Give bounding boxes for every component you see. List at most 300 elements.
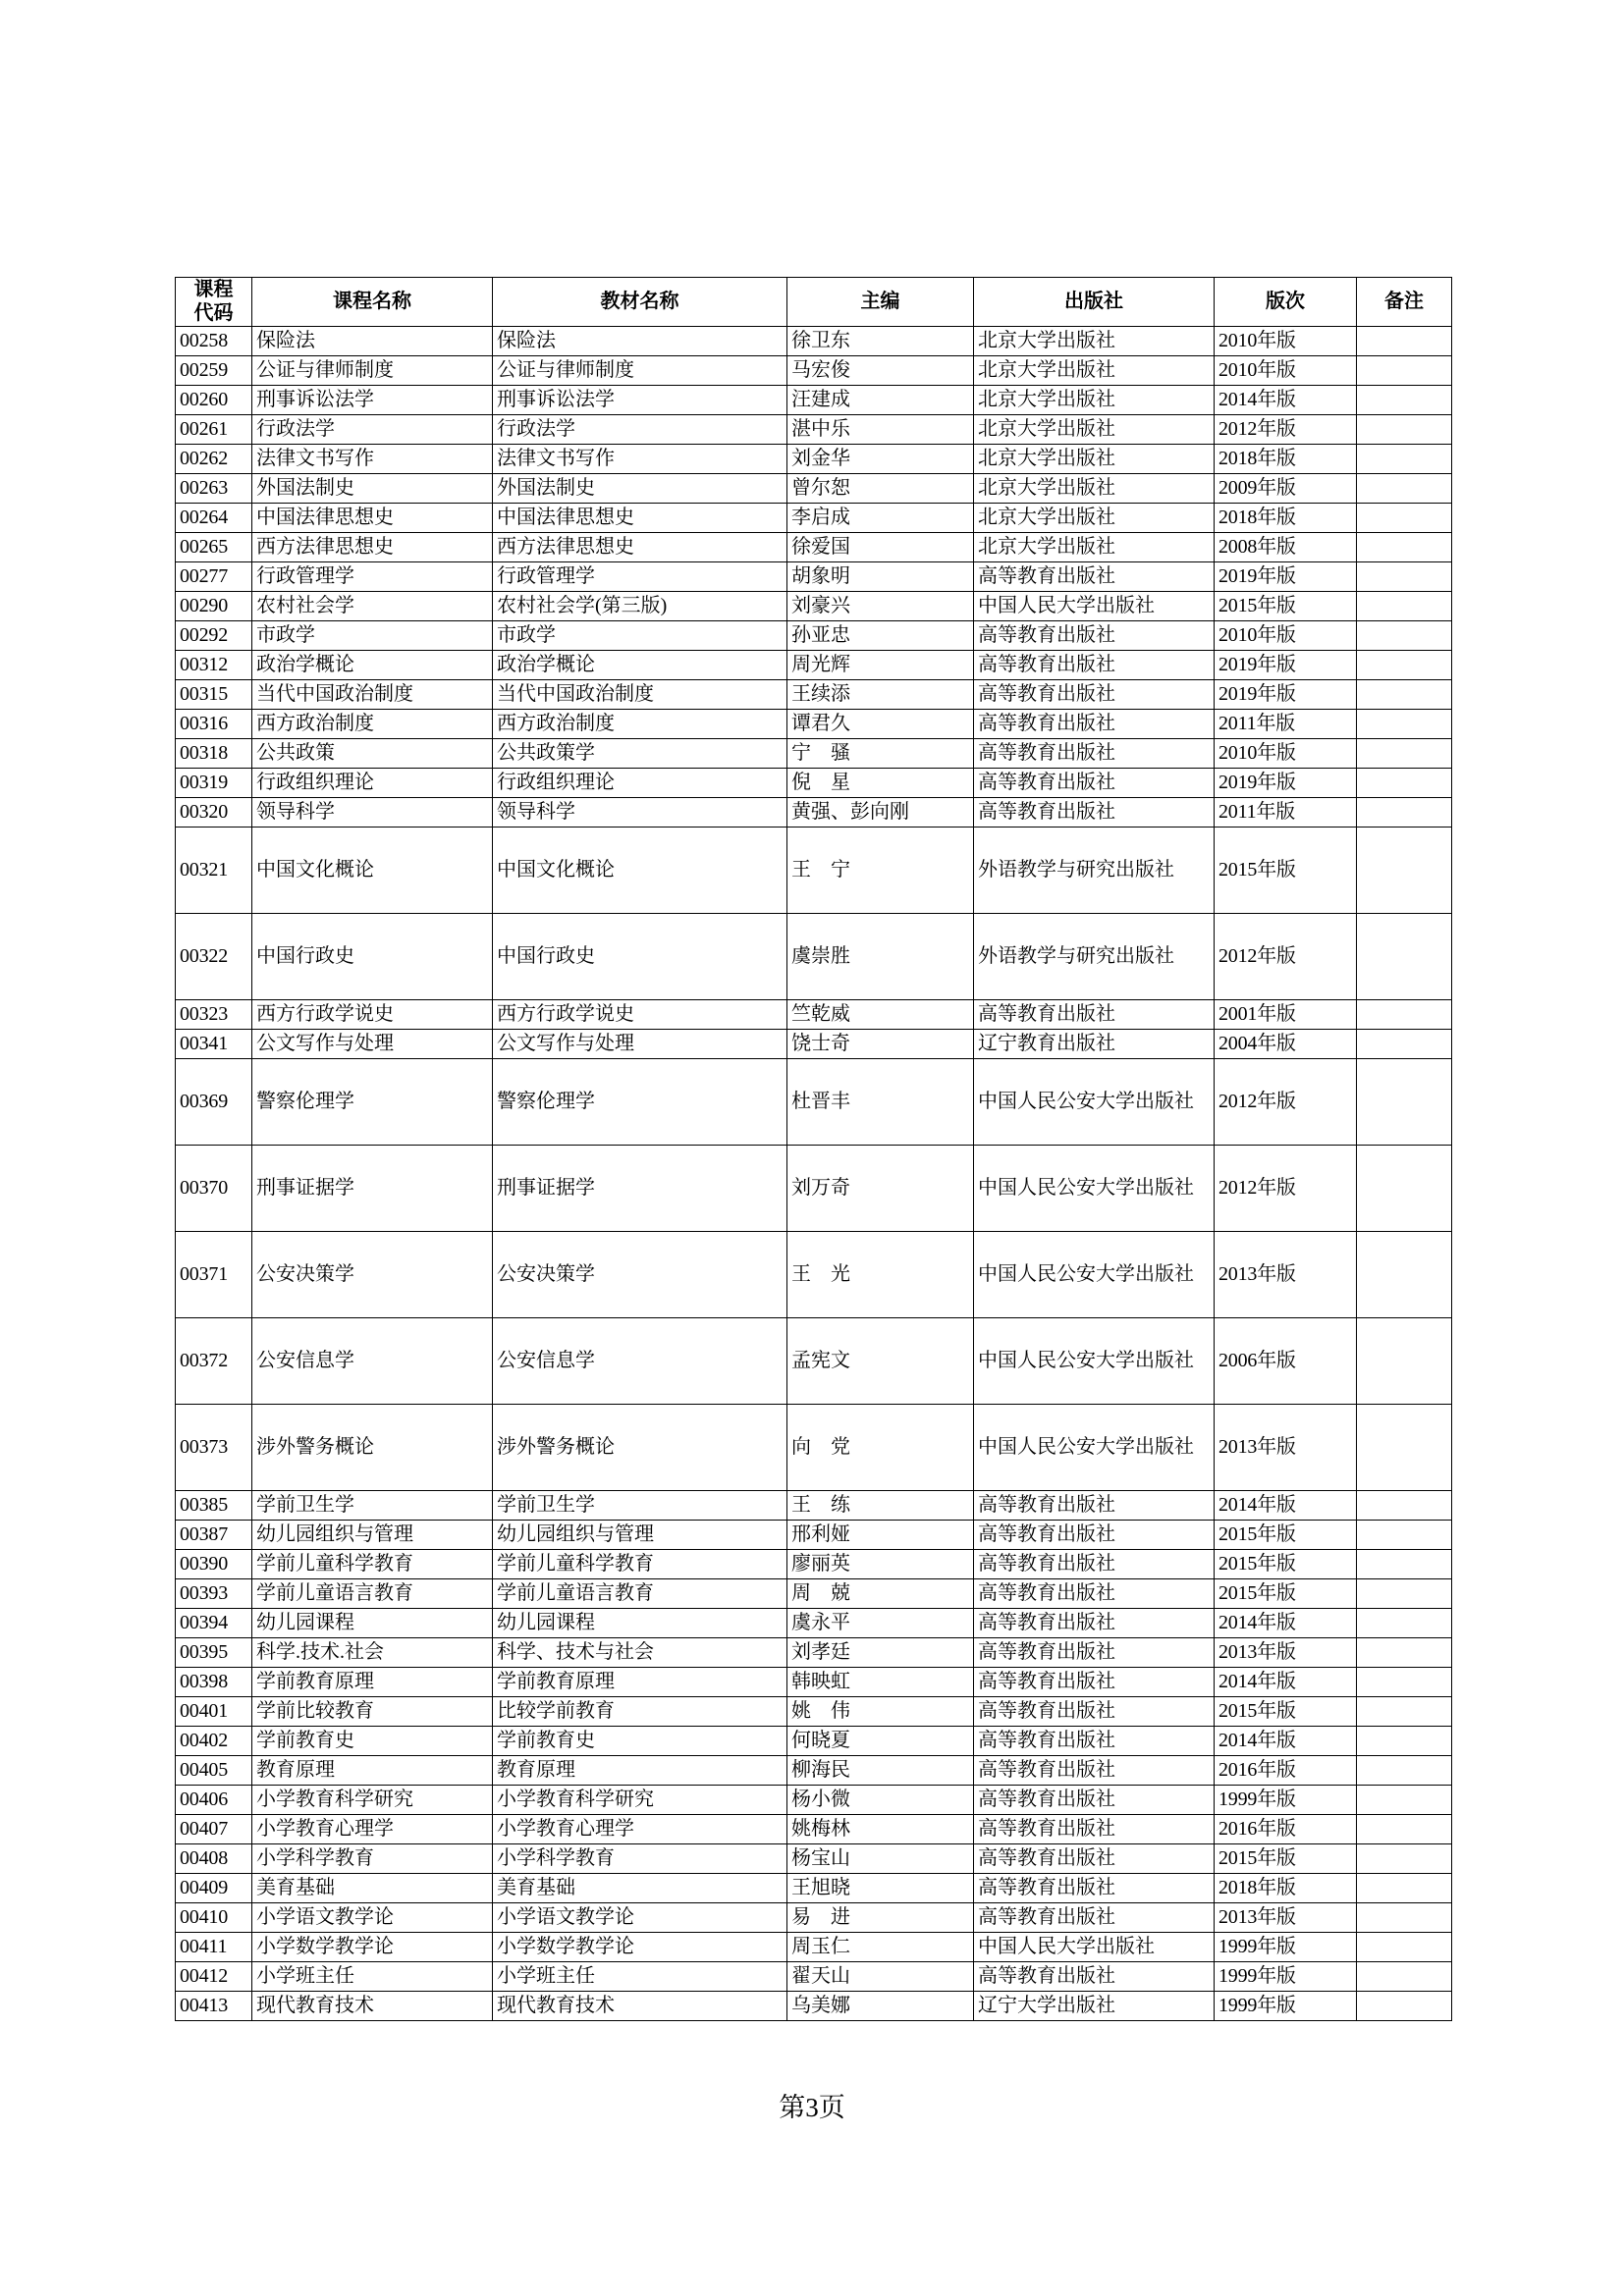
cell-material-name: 领导科学 [493,797,787,827]
cell-remark [1357,999,1452,1029]
cell-editor: 刘孝廷 [787,1637,974,1667]
cell-remark [1357,620,1452,650]
table-row [176,1785,1452,1814]
cell-editor: 马宏俊 [787,355,974,385]
cell-edition: 2013年版 [1215,1902,1357,1932]
cell-course-code: 00322 [176,913,252,999]
cell-remark [1357,709,1452,738]
table-header-row [176,278,1452,327]
table-row [176,768,1452,797]
cell-remark [1357,738,1452,768]
cell-course-name: 涉外警务概论 [252,1404,493,1490]
cell-publisher: 高等教育出版社 [974,1843,1215,1873]
column-header-edition: 版次 [1215,278,1357,327]
cell-course-name: 市政学 [252,620,493,650]
cell-material-name: 小学科学教育 [493,1843,787,1873]
table-row [176,1231,1452,1317]
cell-publisher: 高等教育出版社 [974,1785,1215,1814]
cell-material-name: 西方行政学说史 [493,999,787,1029]
cell-material-name: 教育原理 [493,1755,787,1785]
table-row [176,1932,1452,1961]
table-row [176,1991,1452,2020]
cell-remark [1357,503,1452,532]
table-row [176,1029,1452,1058]
cell-course-name: 幼儿园课程 [252,1608,493,1637]
cell-edition: 2013年版 [1215,1231,1357,1317]
cell-course-code: 00277 [176,561,252,591]
cell-edition: 2015年版 [1215,1578,1357,1608]
cell-course-code: 00318 [176,738,252,768]
cell-editor: 饶士奇 [787,1029,974,1058]
cell-material-name: 美育基础 [493,1873,787,1902]
cell-publisher: 高等教育出版社 [974,1490,1215,1520]
cell-course-code: 00369 [176,1058,252,1145]
cell-material-name: 行政组织理论 [493,768,787,797]
table-row [176,1578,1452,1608]
cell-course-name: 教育原理 [252,1755,493,1785]
cell-publisher: 高等教育出版社 [974,1755,1215,1785]
cell-material-name: 学前卫生学 [493,1490,787,1520]
cell-remark [1357,1726,1452,1755]
table-row [176,1317,1452,1404]
cell-material-name: 公证与律师制度 [493,355,787,385]
table-row [176,473,1452,503]
cell-edition: 2015年版 [1215,591,1357,620]
cell-remark [1357,1873,1452,1902]
cell-material-name: 政治学概论 [493,650,787,679]
cell-course-code: 00406 [176,1785,252,1814]
cell-remark [1357,444,1452,473]
cell-edition: 2019年版 [1215,561,1357,591]
cell-course-name: 学前教育史 [252,1726,493,1755]
cell-course-name: 学前比较教育 [252,1696,493,1726]
cell-material-name: 小学教育科学研究 [493,1785,787,1814]
cell-course-code: 00258 [176,326,252,355]
cell-remark [1357,913,1452,999]
cell-publisher: 高等教育出版社 [974,1667,1215,1696]
cell-publisher: 北京大学出版社 [974,473,1215,503]
cell-edition: 2001年版 [1215,999,1357,1029]
cell-course-name: 西方政治制度 [252,709,493,738]
cell-publisher: 北京大学出版社 [974,532,1215,561]
cell-course-name: 小学教育科学研究 [252,1785,493,1814]
cell-remark [1357,1549,1452,1578]
cell-material-name: 刑事诉讼法学 [493,385,787,414]
cell-remark [1357,1667,1452,1696]
cell-material-name: 小学班主任 [493,1961,787,1991]
cell-editor: 刘万奇 [787,1145,974,1231]
cell-course-code: 00405 [176,1755,252,1785]
cell-material-name: 小学教育心理学 [493,1814,787,1843]
cell-publisher: 北京大学出版社 [974,444,1215,473]
cell-course-name: 幼儿园组织与管理 [252,1520,493,1549]
cell-editor: 孙亚忠 [787,620,974,650]
cell-edition: 2010年版 [1215,738,1357,768]
table-row [176,709,1452,738]
cell-course-name: 公证与律师制度 [252,355,493,385]
cell-editor: 周光辉 [787,650,974,679]
cell-material-name: 行政法学 [493,414,787,444]
cell-publisher: 高等教育出版社 [974,999,1215,1029]
cell-publisher: 高等教育出版社 [974,1696,1215,1726]
cell-editor: 王 宁 [787,827,974,913]
column-header-remark: 备注 [1357,278,1452,327]
cell-course-name: 公安决策学 [252,1231,493,1317]
cell-material-name: 保险法 [493,326,787,355]
cell-publisher: 高等教育出版社 [974,1961,1215,1991]
table-row [176,503,1452,532]
cell-course-code: 00312 [176,650,252,679]
cell-remark [1357,768,1452,797]
table-row [176,650,1452,679]
cell-editor: 王续添 [787,679,974,709]
column-header-course-code [176,278,252,327]
table-row [176,1608,1452,1637]
cell-publisher: 中国人民公安大学出版社 [974,1231,1215,1317]
cell-editor: 乌美娜 [787,1991,974,2020]
cell-publisher: 高等教育出版社 [974,1873,1215,1902]
cell-editor: 刘金华 [787,444,974,473]
cell-course-code: 00387 [176,1520,252,1549]
cell-publisher: 高等教育出版社 [974,1520,1215,1549]
cell-course-name: 小学数学教学论 [252,1932,493,1961]
cell-publisher: 高等教育出版社 [974,1902,1215,1932]
cell-material-name: 科学、技术与社会 [493,1637,787,1667]
cell-editor: 姚梅林 [787,1814,974,1843]
cell-editor: 刘豪兴 [787,591,974,620]
cell-course-code: 00385 [176,1490,252,1520]
table-row [176,1667,1452,1696]
cell-material-name: 幼儿园课程 [493,1608,787,1637]
cell-remark [1357,1755,1452,1785]
cell-remark [1357,591,1452,620]
cell-material-name: 小学数学教学论 [493,1932,787,1961]
cell-edition: 2012年版 [1215,414,1357,444]
cell-edition: 2019年版 [1215,679,1357,709]
cell-edition: 1999年版 [1215,1961,1357,1991]
cell-material-name: 中国行政史 [493,913,787,999]
cell-course-code: 00372 [176,1317,252,1404]
cell-edition: 2014年版 [1215,1490,1357,1520]
column-header-course-code-line2: 代码 [193,302,234,325]
table-row [176,1814,1452,1843]
cell-edition: 2011年版 [1215,709,1357,738]
table-row [176,1404,1452,1490]
cell-course-code: 00263 [176,473,252,503]
cell-edition: 2012年版 [1215,1145,1357,1231]
cell-remark [1357,1490,1452,1520]
column-header-course-name: 课程名称 [252,278,493,327]
cell-remark [1357,326,1452,355]
cell-course-code: 00412 [176,1961,252,1991]
cell-editor: 王 练 [787,1490,974,1520]
cell-edition: 2013年版 [1215,1404,1357,1490]
cell-publisher: 辽宁大学出版社 [974,1991,1215,2020]
cell-course-code: 00370 [176,1145,252,1231]
cell-course-code: 00394 [176,1608,252,1637]
cell-course-name: 小学教育心理学 [252,1814,493,1843]
table-row [176,827,1452,913]
cell-remark [1357,1145,1452,1231]
cell-editor: 杨宝山 [787,1843,974,1873]
cell-edition: 2014年版 [1215,1726,1357,1755]
cell-remark [1357,679,1452,709]
cell-material-name: 中国法律思想史 [493,503,787,532]
table-row [176,1902,1452,1932]
cell-edition: 2015年版 [1215,1696,1357,1726]
column-header-publisher: 出版社 [974,278,1215,327]
cell-editor: 竺乾威 [787,999,974,1029]
cell-course-name: 小学科学教育 [252,1843,493,1873]
cell-course-code: 00373 [176,1404,252,1490]
cell-editor: 虞永平 [787,1608,974,1637]
cell-editor: 王旭晓 [787,1873,974,1902]
table-row [176,385,1452,414]
cell-editor: 韩映虹 [787,1667,974,1696]
cell-edition: 2016年版 [1215,1755,1357,1785]
cell-edition: 2012年版 [1215,913,1357,999]
cell-editor: 廖丽英 [787,1549,974,1578]
cell-course-name: 小学语文教学论 [252,1902,493,1932]
cell-edition: 2014年版 [1215,1667,1357,1696]
cell-editor: 杨小微 [787,1785,974,1814]
table-row [176,999,1452,1029]
cell-course-name: 公共政策 [252,738,493,768]
cell-course-name: 学前卫生学 [252,1490,493,1520]
column-header-editor: 主编 [787,278,974,327]
cell-material-name: 学前教育史 [493,1726,787,1755]
cell-remark [1357,385,1452,414]
cell-course-name: 中国法律思想史 [252,503,493,532]
cell-course-code: 00316 [176,709,252,738]
table-row [176,1755,1452,1785]
cell-material-name: 西方法律思想史 [493,532,787,561]
cell-course-code: 00401 [176,1696,252,1726]
cell-remark [1357,1843,1452,1873]
cell-edition: 2009年版 [1215,473,1357,503]
cell-material-name: 公文写作与处理 [493,1029,787,1058]
table-row [176,913,1452,999]
cell-edition: 2013年版 [1215,1637,1357,1667]
cell-material-name: 行政管理学 [493,561,787,591]
cell-course-code: 00398 [176,1667,252,1696]
cell-course-code: 00393 [176,1578,252,1608]
cell-editor: 向 党 [787,1404,974,1490]
cell-editor: 杜晋丰 [787,1058,974,1145]
cell-publisher: 北京大学出版社 [974,414,1215,444]
cell-material-name: 警察伦理学 [493,1058,787,1145]
cell-edition: 1999年版 [1215,1932,1357,1961]
cell-course-code: 00321 [176,827,252,913]
cell-editor: 姚 伟 [787,1696,974,1726]
cell-remark [1357,1404,1452,1490]
cell-material-name: 学前教育原理 [493,1667,787,1696]
cell-material-name: 公共政策学 [493,738,787,768]
cell-edition: 1999年版 [1215,1991,1357,2020]
cell-course-code: 00409 [176,1873,252,1902]
cell-material-name: 现代教育技术 [493,1991,787,2020]
cell-remark [1357,1637,1452,1667]
cell-course-code: 00402 [176,1726,252,1755]
cell-material-name: 当代中国政治制度 [493,679,787,709]
cell-course-code: 00408 [176,1843,252,1873]
cell-material-name: 学前儿童科学教育 [493,1549,787,1578]
cell-course-code: 00260 [176,385,252,414]
cell-edition: 2010年版 [1215,326,1357,355]
cell-remark [1357,1317,1452,1404]
cell-course-code: 00262 [176,444,252,473]
cell-editor: 湛中乐 [787,414,974,444]
cell-material-name: 公安决策学 [493,1231,787,1317]
cell-publisher: 北京大学出版社 [974,355,1215,385]
cell-course-code: 00261 [176,414,252,444]
table-row [176,1843,1452,1873]
table-row [176,1637,1452,1667]
cell-course-code: 00410 [176,1902,252,1932]
cell-editor: 胡象明 [787,561,974,591]
cell-course-code: 00341 [176,1029,252,1058]
cell-course-code: 00315 [176,679,252,709]
table-row [176,1145,1452,1231]
cell-edition: 2008年版 [1215,532,1357,561]
cell-remark [1357,1961,1452,1991]
cell-course-name: 行政组织理论 [252,768,493,797]
cell-course-code: 00320 [176,797,252,827]
cell-course-name: 中国行政史 [252,913,493,999]
table-body [176,326,1452,2020]
cell-edition: 2018年版 [1215,503,1357,532]
column-header-material-name: 教材名称 [493,278,787,327]
cell-course-name: 美育基础 [252,1873,493,1902]
cell-course-name: 当代中国政治制度 [252,679,493,709]
table-row [176,1961,1452,1991]
cell-editor: 柳海民 [787,1755,974,1785]
cell-course-name: 学前儿童科学教育 [252,1549,493,1578]
cell-remark [1357,650,1452,679]
course-textbook-table-container [175,277,1451,2021]
table-row [176,1058,1452,1145]
cell-editor: 黄强、彭向刚 [787,797,974,827]
cell-publisher: 高等教育出版社 [974,650,1215,679]
cell-publisher: 高等教育出版社 [974,1578,1215,1608]
cell-material-name: 幼儿园组织与管理 [493,1520,787,1549]
cell-course-code: 00292 [176,620,252,650]
table-row [176,738,1452,768]
cell-publisher: 高等教育出版社 [974,1637,1215,1667]
cell-course-name: 公文写作与处理 [252,1029,493,1058]
cell-publisher: 高等教育出版社 [974,797,1215,827]
cell-editor: 周 兢 [787,1578,974,1608]
cell-material-name: 刑事证据学 [493,1145,787,1231]
cell-course-code: 00290 [176,591,252,620]
table-row [176,1873,1452,1902]
cell-remark [1357,797,1452,827]
cell-material-name: 外国法制史 [493,473,787,503]
cell-editor: 周玉仁 [787,1932,974,1961]
cell-publisher: 中国人民公安大学出版社 [974,1145,1215,1231]
table-row [176,414,1452,444]
cell-publisher: 高等教育出版社 [974,738,1215,768]
cell-publisher: 外语教学与研究出版社 [974,913,1215,999]
cell-edition: 2014年版 [1215,1608,1357,1637]
cell-edition: 2015年版 [1215,1520,1357,1549]
cell-remark [1357,1814,1452,1843]
cell-remark [1357,561,1452,591]
cell-material-name: 西方政治制度 [493,709,787,738]
cell-edition: 2010年版 [1215,355,1357,385]
cell-publisher: 高等教育出版社 [974,1549,1215,1578]
cell-material-name: 中国文化概论 [493,827,787,913]
cell-remark [1357,1991,1452,2020]
cell-edition: 2015年版 [1215,1549,1357,1578]
table-row [176,679,1452,709]
cell-course-name: 中国文化概论 [252,827,493,913]
cell-publisher: 高等教育出版社 [974,1814,1215,1843]
cell-course-name: 科学.技术.社会 [252,1637,493,1667]
table-row [176,532,1452,561]
table-row [176,1696,1452,1726]
cell-course-name: 行政法学 [252,414,493,444]
cell-editor: 邢利娅 [787,1520,974,1549]
cell-publisher: 中国人民公安大学出版社 [974,1317,1215,1404]
cell-editor: 孟宪文 [787,1317,974,1404]
cell-editor: 王 光 [787,1231,974,1317]
cell-course-code: 00390 [176,1549,252,1578]
cell-course-code: 00413 [176,1991,252,2020]
cell-editor: 徐爱国 [787,532,974,561]
cell-publisher: 中国人民大学出版社 [974,1932,1215,1961]
cell-material-name: 学前儿童语言教育 [493,1578,787,1608]
cell-remark [1357,1520,1452,1549]
cell-course-code: 00411 [176,1932,252,1961]
cell-remark [1357,1029,1452,1058]
cell-material-name: 公安信息学 [493,1317,787,1404]
cell-remark [1357,1578,1452,1608]
cell-remark [1357,827,1452,913]
cell-editor: 何晓夏 [787,1726,974,1755]
cell-course-name: 行政管理学 [252,561,493,591]
cell-course-name: 公安信息学 [252,1317,493,1404]
cell-publisher: 高等教育出版社 [974,768,1215,797]
cell-edition: 2019年版 [1215,650,1357,679]
cell-course-code: 00259 [176,355,252,385]
cell-remark [1357,1608,1452,1637]
cell-course-name: 警察伦理学 [252,1058,493,1145]
cell-publisher: 北京大学出版社 [974,385,1215,414]
column-header-course-code-line1: 课程 [193,279,234,300]
cell-remark [1357,473,1452,503]
cell-editor: 倪 星 [787,768,974,797]
table-row [176,561,1452,591]
table-row [176,797,1452,827]
cell-editor: 李启成 [787,503,974,532]
cell-course-code: 00407 [176,1814,252,1843]
cell-publisher: 高等教育出版社 [974,620,1215,650]
cell-course-code: 00319 [176,768,252,797]
cell-edition: 2019年版 [1215,768,1357,797]
cell-material-name: 比较学前教育 [493,1696,787,1726]
cell-publisher: 高等教育出版社 [974,1608,1215,1637]
cell-edition: 2004年版 [1215,1029,1357,1058]
cell-edition: 2011年版 [1215,797,1357,827]
cell-edition: 2006年版 [1215,1317,1357,1404]
course-textbook-table [175,277,1452,2021]
cell-course-name: 刑事诉讼法学 [252,385,493,414]
cell-material-name: 法律文书写作 [493,444,787,473]
cell-publisher: 中国人民公安大学出版社 [974,1058,1215,1145]
cell-edition: 2016年版 [1215,1814,1357,1843]
cell-editor: 谭君久 [787,709,974,738]
